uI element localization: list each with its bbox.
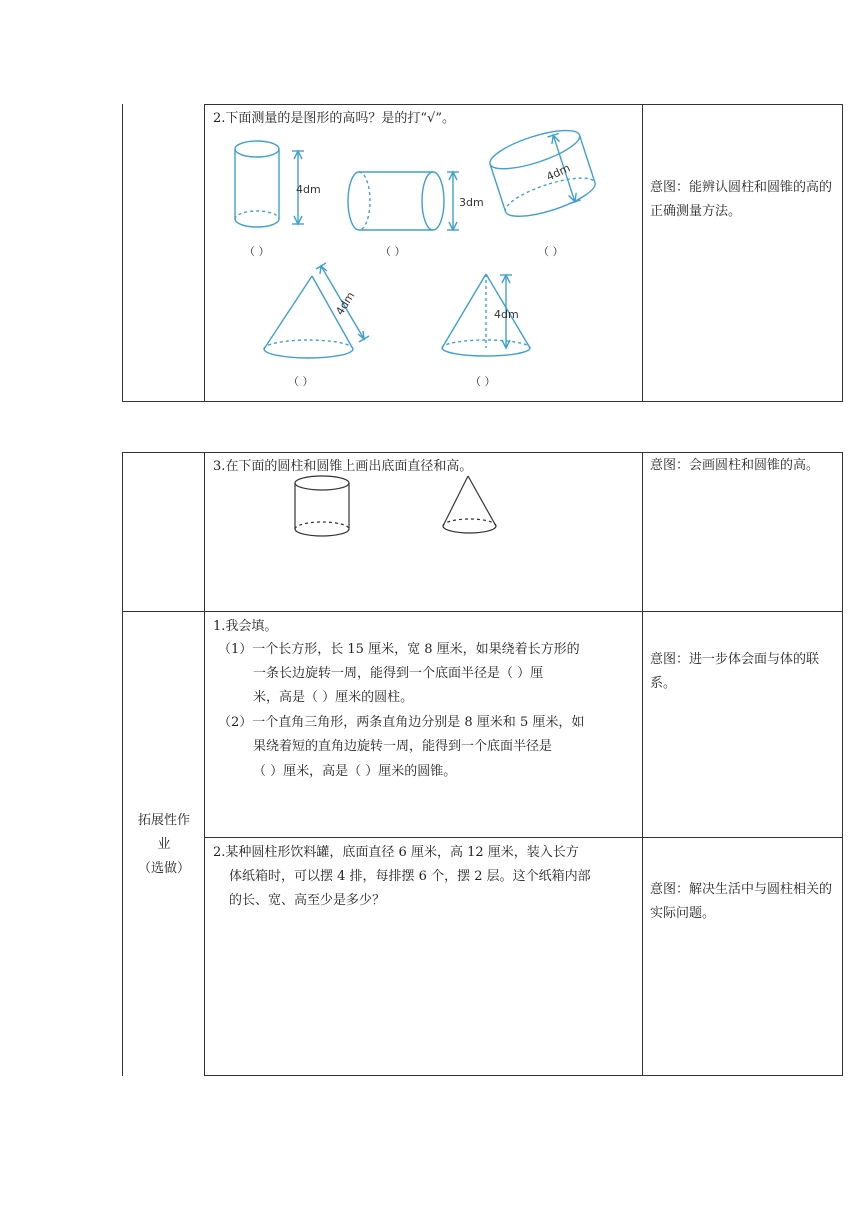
table2-left-border [122, 452, 123, 1076]
question-3-intent: 意图：会画圆柱和圆锥的高。 [650, 458, 820, 473]
question-2-intent: 意图：能辨认圆柱和圆锥的高的正确测量方法。 [650, 180, 833, 219]
section-label-line-2: 业 [157, 837, 171, 852]
table2-right-border [842, 452, 843, 1076]
question-1-title: 1.我会填。 [213, 619, 278, 634]
cone-figure-1 [258, 262, 368, 367]
question-2b-line-3: 的长、宽、高至少是多少？ [229, 893, 386, 908]
table1-col-divider-2 [642, 104, 643, 402]
question-1-part-1-line-1: （1）一个长方形，长 15 厘米，宽 8 厘米，如果绕着长方形的 [218, 642, 580, 657]
section-label [124, 809, 204, 881]
question-1-part-1-line-3: 米，高是（ ）厘米的圆柱。 [253, 690, 414, 705]
cylinder-drawing-figure [293, 474, 355, 540]
section-label-line-3: （选做） [137, 861, 190, 876]
table1-bottom-border [122, 401, 843, 402]
question-2b-line-1: 2.某种圆柱形饮料罐，底面直径 6 厘米，高 12 厘米，装入长方 [213, 845, 579, 860]
table2-col-divider-2 [642, 452, 643, 1076]
question-1-part-2-line-3: （ ）厘米，高是（ ）厘米的圆锥。 [253, 764, 457, 779]
question-2b-intent: 意图：解决生活中与圆柱相关的实际问题。 [650, 882, 833, 921]
cone-figure-2 [438, 268, 538, 363]
answer-blank-2: （ ） [380, 245, 406, 258]
cylinder-figure-2 [346, 170, 466, 240]
table1-col-divider-1 [204, 104, 205, 402]
cylinder-3-height-label: 4dm [544, 161, 573, 184]
answer-blank-5: （ ） [470, 375, 496, 388]
cone-drawing-figure [440, 474, 502, 540]
table1-right-border [842, 104, 843, 402]
section-label-line-1: 拓展性作 [137, 813, 190, 828]
question-1-intent: 意图：进一步体会面与体的联系。 [650, 652, 820, 691]
table2-col-divider-1 [204, 452, 205, 1076]
table2-row-divider-2 [204, 837, 843, 838]
table1-left-border [122, 104, 123, 402]
cylinder-2-height-label: 3dm [459, 196, 484, 209]
cone-2-height-label: 4dm [494, 308, 519, 321]
table1-top-border [204, 104, 843, 105]
question-3-title: 3.在下面的圆柱和圆锥上画出底面直径和高。 [213, 459, 473, 474]
question-1-part-2-line-1: （2）一个直角三角形，两条直角边分别是 8 厘米和 5 厘米，如 [218, 715, 585, 730]
table2-bottom-border [204, 1075, 843, 1076]
answer-blank-4: （ ） [288, 375, 314, 388]
answer-blank-3: （ ） [538, 245, 564, 258]
answer-blank-1: （ ） [244, 245, 270, 258]
table2-top-border [122, 452, 843, 453]
question-1-part-2-line-2: 果绕着短的直角边旋转一周，能得到一个底面半径是 [253, 739, 553, 754]
table2-row-divider-1 [122, 611, 843, 612]
cylinder-1-height-label: 4dm [296, 183, 321, 196]
question-1-part-1-line-2: 一条长边旋转一周，能得到一个底面半径是（ ）厘 [253, 666, 544, 681]
question-2-title: 2.下面测量的是图形的高吗？是的打“√”。 [213, 111, 455, 126]
question-2b-line-2: 体纸箱时，可以摆 4 排，每排摆 6 个，摆 2 层。这个纸箱内部 [229, 869, 591, 884]
cylinder-figure-3 [490, 126, 605, 236]
cone-1-height-label: 4dm [333, 289, 358, 318]
